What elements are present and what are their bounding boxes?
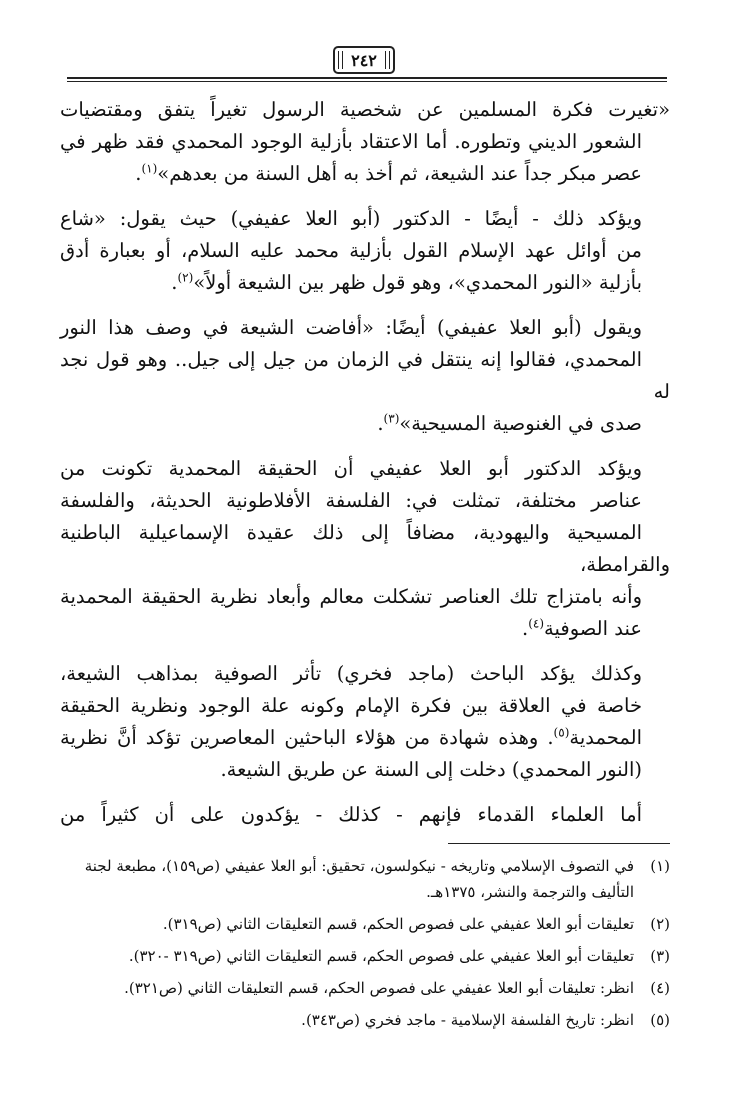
footnote-4 [60, 975, 670, 1001]
footnote-2-text: تعليقات أبو العلا عفيفي على فصوص الحكم، قسم التعليقات الثاني (ص٣١٩). [162, 915, 634, 933]
footnote-ref-1: (١) [141, 161, 158, 176]
paragraph-4-line-5: عند الصوفية$^{(٤)}$. [522, 616, 642, 640]
footnote-2-number: (٢) [650, 915, 670, 933]
page-number [333, 46, 395, 74]
footnote-4-number: (٤) [650, 979, 670, 997]
body-text [60, 94, 670, 844]
footnote-1-text: في التصوف الإسلامي وتاريخه - نيكولسون، تحقيق: أبو العلا عفيفي (ص١٥٩)، مطبعة لجنة التأليف والترجمة والنشر، ١٣٧٥هـ. [84, 857, 634, 901]
paragraph-4-line-5-text: عند الصوفية [544, 617, 642, 640]
paragraph-5-line-2: خاصة في العلاقة بين فكرة الإمام وكونه علة الوجود ونظرية الحقيقة [60, 694, 642, 717]
footnote-ref-5: (٥) [553, 725, 570, 740]
paragraph-2-line-3-text: بأزلية «النور المحمدي»، وهو قول ظهر بين الشيعة أولاً» [193, 271, 642, 294]
footnote-ref-3: (٣) [383, 411, 400, 426]
paragraph-5-line-3-text: المحمدية [569, 726, 642, 749]
paragraph-6 [60, 799, 670, 831]
footnote-5 [60, 1007, 670, 1033]
paragraph-3-line-2: المحمدي، فقالوا إنه ينتقل في الزمان من جيل إلى جيل.. وهو قول نجد له [60, 348, 670, 403]
paragraph-1-line-3-text: عصر مبكر جداً عند الشيعة، ثم أخذ به أهل السنة من بعدهم» [157, 162, 642, 185]
paragraph-1-line-2: الشعور الديني وتطوره. أما الاعتقاد بأزلية الوجود المحمدي فقد ظهر في [60, 130, 642, 153]
paragraph-3-line-3-text: صدى في الغنوصية المسيحية» [399, 412, 642, 435]
header-rule-thin [67, 81, 667, 82]
footnote-4-text: انظر: تعليقات أبو العلا عفيفي على فصوص الحكم، قسم التعليقات الثاني (ص٣٢١). [124, 979, 634, 997]
paragraph-4-line-4: وأنه بامتزاج تلك العناصر تشكلت معالم وأبعاد نظرية الحقيقة المحمدية [60, 585, 642, 608]
paragraph-2-line-1: ويؤكد ذلك - أيضًا - الدكتور (أبو العلا عفيفي) حيث يقول: «شاع [60, 207, 642, 230]
paragraph-4-line-3: المسيحية واليهودية، مضافاً إلى ذلك عقيدة الإسماعيلية الباطنية والقرامطة، [60, 521, 670, 576]
footnote-1-number: (١) [650, 857, 670, 875]
paragraph-1-line-3: عصر مبكر جداً عند الشيعة، ثم أخذ به أهل السنة من بعدهم»$^{(١)}$. [135, 161, 642, 185]
paragraph-5-line-3 [60, 722, 670, 754]
footnote-3-text: تعليقات أبو العلا عفيفي على فصوص الحكم، قسم التعليقات الثاني (ص٣١٩ -٣٢٠). [128, 947, 634, 965]
paragraph-3-line-3: صدى في الغنوصية المسيحية»$^{(٣)}$. [377, 411, 642, 435]
paragraph-5-line-1: وكذلك يؤكد الباحث (ماجد فخري) تأثر الصوفية بمذاهب الشيعة، [60, 662, 642, 685]
footnote-3-number: (٣) [650, 947, 670, 965]
paragraph-2-line-2: من أوائل عهد الإسلام القول بأزلية محمد عليه السلام، أو بعبارة أدق [60, 239, 642, 262]
paragraph-4-line-2: عناصر مختلفة، تمثلت في: الفلسفة الأفلاطونية الحديثة، والفلسفة [60, 489, 642, 512]
footnote-5-number: (٥) [650, 1011, 670, 1029]
paragraph-3-line-1: ويقول (أبو العلا عفيفي) أيضًا: «أفاضت الشيعة في وصف هذا النور [60, 316, 642, 339]
footnote-ref-4: (٤) [528, 616, 545, 631]
footnote-rule [448, 843, 670, 844]
paragraph-1-line-1: «تغيرت فكرة المسلمين عن شخصية الرسول تغيراً يتفق ومقتضيات [60, 98, 670, 121]
paragraph-6-line-1: أما العلماء القدماء فإنهم - كذلك - يؤكدون على أن كثيراً من [60, 803, 642, 826]
paragraph-5-line-4: (النور المحمدي) دخلت إلى السنة عن طريق الشيعة. [220, 758, 642, 781]
footnote-2 [60, 911, 670, 937]
page-number-text: ٢٤٢ [351, 50, 377, 70]
footnote-5-text: انظر: تاريخ الفلسفة الإسلامية - ماجد فخري (ص٣٤٣). [301, 1011, 634, 1029]
paragraph-4 [60, 453, 670, 645]
paragraph-5-line-3-tail: . وهذه شهادة من هؤلاء الباحثين المعاصرين تؤكد أنَّ نظرية [60, 726, 554, 749]
paragraph-3 [60, 312, 670, 440]
paragraph-2 [60, 203, 670, 299]
footnote-3 [60, 943, 670, 969]
paragraph-1 [60, 94, 670, 190]
paragraph-5 [60, 658, 670, 786]
header-rule [67, 77, 667, 79]
footnote-ref-2: (٢) [177, 270, 194, 285]
footnote-1 [60, 853, 670, 905]
paragraph-4-line-1: ويؤكد الدكتور أبو العلا عفيفي أن الحقيقة المحمدية تكونت من [60, 457, 642, 480]
footnotes [60, 853, 670, 1039]
paragraph-2-line-3: بأزلية «النور المحمدي»، وهو قول ظهر بين الشيعة أولاً»$^{(٢)}$. [171, 270, 642, 294]
